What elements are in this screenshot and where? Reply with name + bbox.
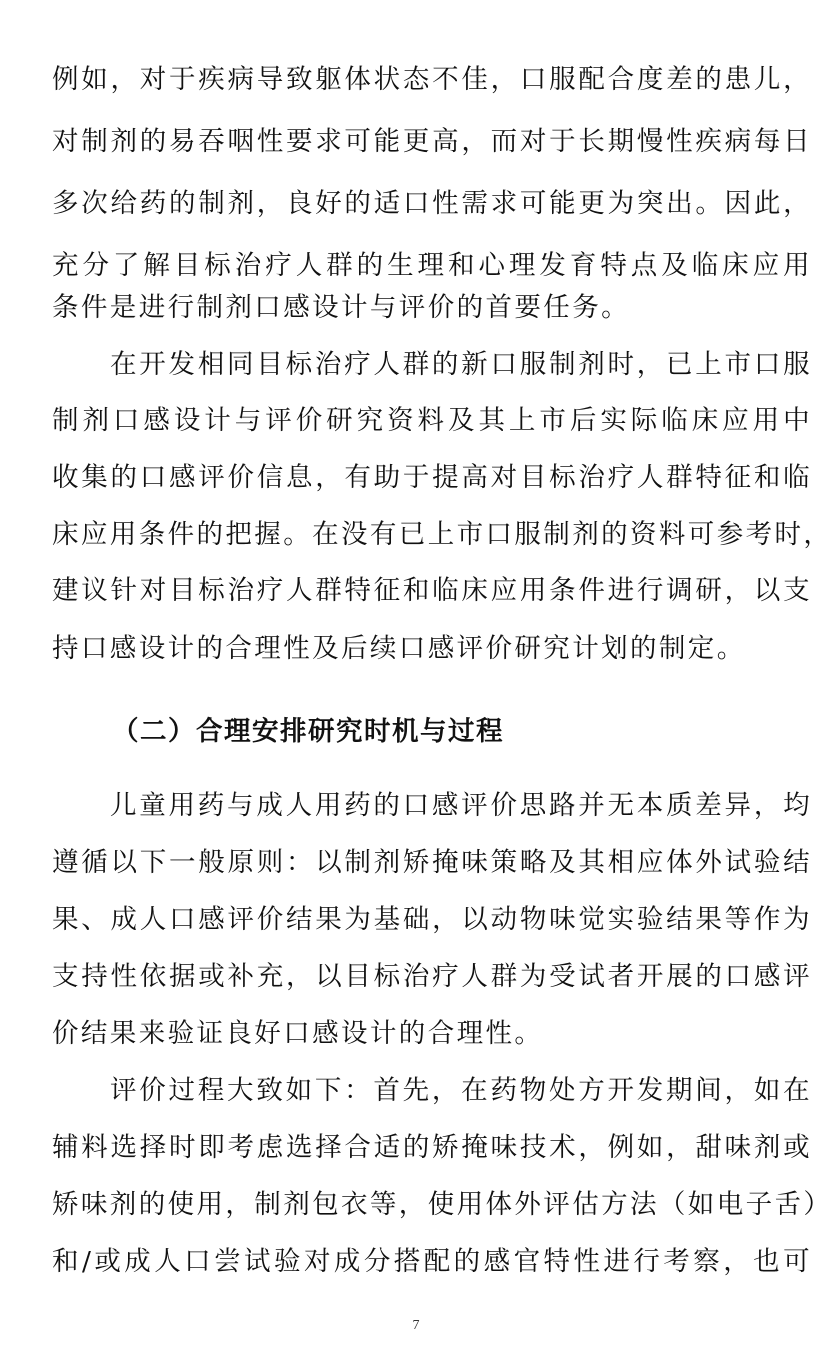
paragraph-3-line-5: 价结果来验证良好口感设计的合理性。 [52,1018,544,1049]
page-number: 7 [412,1318,420,1333]
paragraph-1-line-4: 充分了解目标治疗人群的生理和心理发育特点及临床应用 [52,250,812,281]
paragraph-1-line-5: 条件是进行制剂口感设计与评价的首要任务。 [52,292,630,323]
paragraph-2-line-3: 收集的口感评价信息，有助于提高对目标治疗人群特征和临 [52,462,812,493]
paragraph-3-line-1: 儿童用药与成人用药的口感评价思路并无本质差异，均 [110,790,812,821]
paragraph-4-line-3: 矫味剂的使用，制剂包衣等，使用体外评估方法（如电子舌） [52,1189,832,1220]
paragraph-4-line-1: 评价过程大致如下：首先，在药物处方开发期间，如在 [110,1075,812,1106]
section-heading: （二）合理安排研究时机与过程 [112,716,504,747]
paragraph-2-line-2: 制剂口感设计与评价研究资料及其上市后实际临床应用中 [52,405,812,436]
paragraph-2-line-6: 持口感设计的合理性及后续口感评价研究计划的制定。 [52,633,746,664]
paragraph-2-line-1: 在开发相同目标治疗人群的新口服制剂时，已上市口服 [110,349,812,380]
paragraph-1-line-2: 对制剂的易吞咽性要求可能更高，而对于长期慢性疾病每日 [52,126,812,157]
paragraph-4-line-2: 辅料选择时即考虑选择合适的矫掩味技术，例如，甜味剂或 [52,1132,812,1163]
paragraph-2-line-4: 床应用条件的把握。在没有已上市口服制剂的资料可参考时， [52,519,832,550]
paragraph-1-line-3: 多次给药的制剂，良好的适口性需求可能更为突出。因此， [52,188,812,219]
paragraph-4-line-4: 和/或成人口尝试验对成分搭配的感官特性进行考察，也可 [52,1246,812,1277]
paragraph-3-line-2: 遵循以下一般原则：以制剂矫掩味策略及其相应体外试验结 [52,847,812,878]
paragraph-3-line-3: 果、成人口感评价结果为基础，以动物味觉实验结果等作为 [52,904,812,935]
paragraph-1-line-1: 例如，对于疾病导致躯体状态不佳，口服配合度差的患儿， [52,64,812,95]
paragraph-3-line-4: 支持性依据或补充，以目标治疗人群为受试者开展的口感评 [52,961,812,992]
paragraph-2-line-5: 建议针对目标治疗人群特征和临床应用条件进行调研，以支 [52,575,812,606]
